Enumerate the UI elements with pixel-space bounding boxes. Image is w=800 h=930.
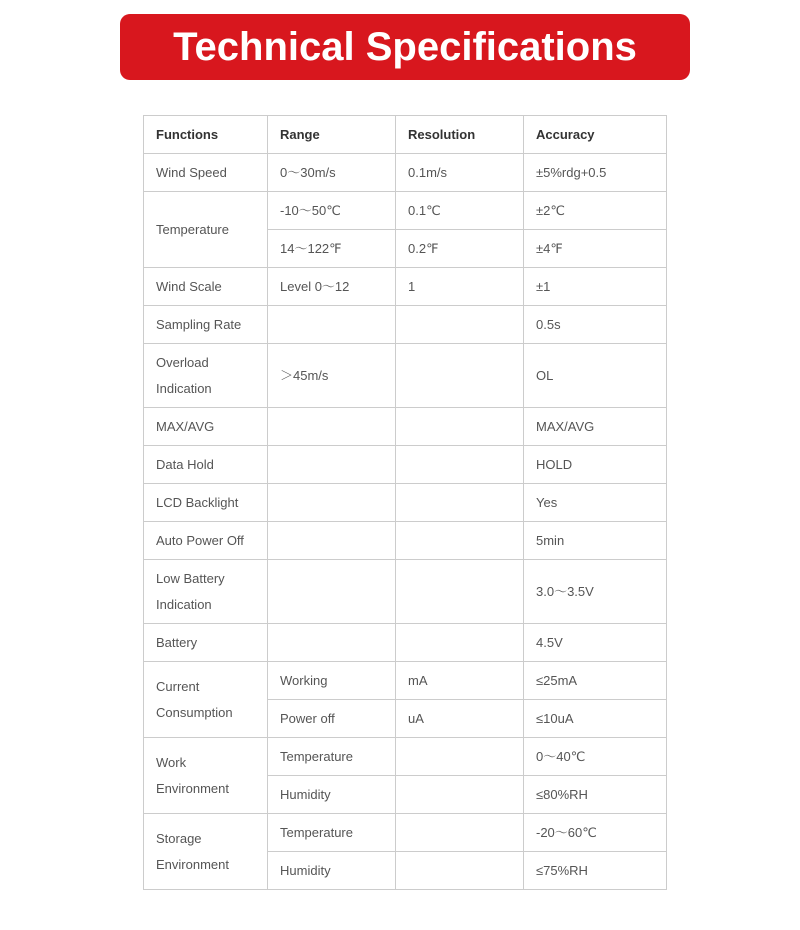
page-title: Technical Specifications [173, 24, 637, 69]
table-row [144, 662, 667, 700]
table-cell: Humidity [268, 776, 396, 814]
table-header-cell: Resolution [396, 116, 524, 154]
table-cell [268, 306, 396, 344]
table-cell: uA [396, 700, 524, 738]
table-cell: Wind Scale [144, 268, 268, 306]
table-cell [396, 814, 524, 852]
table-cell: ≤10uA [524, 700, 667, 738]
table-header-cell: Range [268, 116, 396, 154]
table-row [144, 344, 667, 408]
table-row [144, 268, 667, 306]
table-cell: Data Hold [144, 446, 268, 484]
table-header-cell: Functions [144, 116, 268, 154]
table-cell: Work Environment [144, 738, 268, 814]
table-cell [268, 522, 396, 560]
table-cell: Auto Power Off [144, 522, 268, 560]
table-cell [268, 408, 396, 446]
table-cell: ±2℃ [524, 192, 667, 230]
table-body [144, 154, 667, 890]
table-cell: -10～50℃ [268, 192, 396, 230]
table-cell: ≤80%RH [524, 776, 667, 814]
table-cell: 14～122℉ [268, 230, 396, 268]
table-cell: ≤75%RH [524, 852, 667, 890]
table-cell: Power off [268, 700, 396, 738]
table-cell: Working [268, 662, 396, 700]
table-row [144, 814, 667, 852]
table-cell: -20～60℃ [524, 814, 667, 852]
table-row [144, 624, 667, 662]
table-cell [396, 776, 524, 814]
table-cell [396, 484, 524, 522]
table-cell: Storage Environment [144, 814, 268, 890]
table-cell: ±1 [524, 268, 667, 306]
table-cell: Overload Indication [144, 344, 268, 408]
table-cell: Battery [144, 624, 268, 662]
spec-table-container [143, 115, 666, 890]
table-row [144, 484, 667, 522]
table-cell: Humidity [268, 852, 396, 890]
table-cell [396, 408, 524, 446]
table-cell [396, 560, 524, 624]
table-cell: 3.0～3.5V [524, 560, 667, 624]
table-cell [396, 306, 524, 344]
table-cell: MAX/AVG [524, 408, 667, 446]
table-row [144, 408, 667, 446]
table-cell [396, 624, 524, 662]
table-cell [396, 446, 524, 484]
table-cell: 0.2℉ [396, 230, 524, 268]
table-cell: 5min [524, 522, 667, 560]
table-cell: MAX/AVG [144, 408, 268, 446]
table-cell [396, 738, 524, 776]
table-header-cell: Accuracy [524, 116, 667, 154]
table-row [144, 306, 667, 344]
table-cell [268, 560, 396, 624]
table-cell: Low Battery Indication [144, 560, 268, 624]
table-cell: Temperature [144, 192, 268, 268]
table-row [144, 446, 667, 484]
spec-table [143, 115, 667, 890]
table-cell: 0～30m/s [268, 154, 396, 192]
table-cell: Current Consumption [144, 662, 268, 738]
title-banner [120, 14, 690, 80]
table-cell: 0.5s [524, 306, 667, 344]
table-cell: mA [396, 662, 524, 700]
table-cell: Temperature [268, 814, 396, 852]
table-row [144, 522, 667, 560]
table-row [144, 154, 667, 192]
table-cell: Wind Speed [144, 154, 268, 192]
table-cell: ±4℉ [524, 230, 667, 268]
table-cell: HOLD [524, 446, 667, 484]
table-header-row [144, 116, 667, 154]
table-cell: 4.5V [524, 624, 667, 662]
table-cell [268, 446, 396, 484]
table-cell: ±5%rdg+0.5 [524, 154, 667, 192]
table-cell: OL [524, 344, 667, 408]
table-cell [396, 522, 524, 560]
table-cell [268, 484, 396, 522]
table-cell: LCD Backlight [144, 484, 268, 522]
table-row [144, 738, 667, 776]
table-cell: 0.1m/s [396, 154, 524, 192]
table-head [144, 116, 667, 154]
table-cell: 0～40℃ [524, 738, 667, 776]
table-cell [268, 624, 396, 662]
table-cell: 1 [396, 268, 524, 306]
table-cell: Yes [524, 484, 667, 522]
table-cell: 0.1℃ [396, 192, 524, 230]
table-cell: Level 0～12 [268, 268, 396, 306]
table-cell: Temperature [268, 738, 396, 776]
table-cell: ≤25mA [524, 662, 667, 700]
table-row [144, 560, 667, 624]
table-cell [396, 852, 524, 890]
table-cell [396, 344, 524, 408]
table-cell: Sampling Rate [144, 306, 268, 344]
table-cell: ＞45m/s [268, 344, 396, 408]
table-row [144, 192, 667, 230]
